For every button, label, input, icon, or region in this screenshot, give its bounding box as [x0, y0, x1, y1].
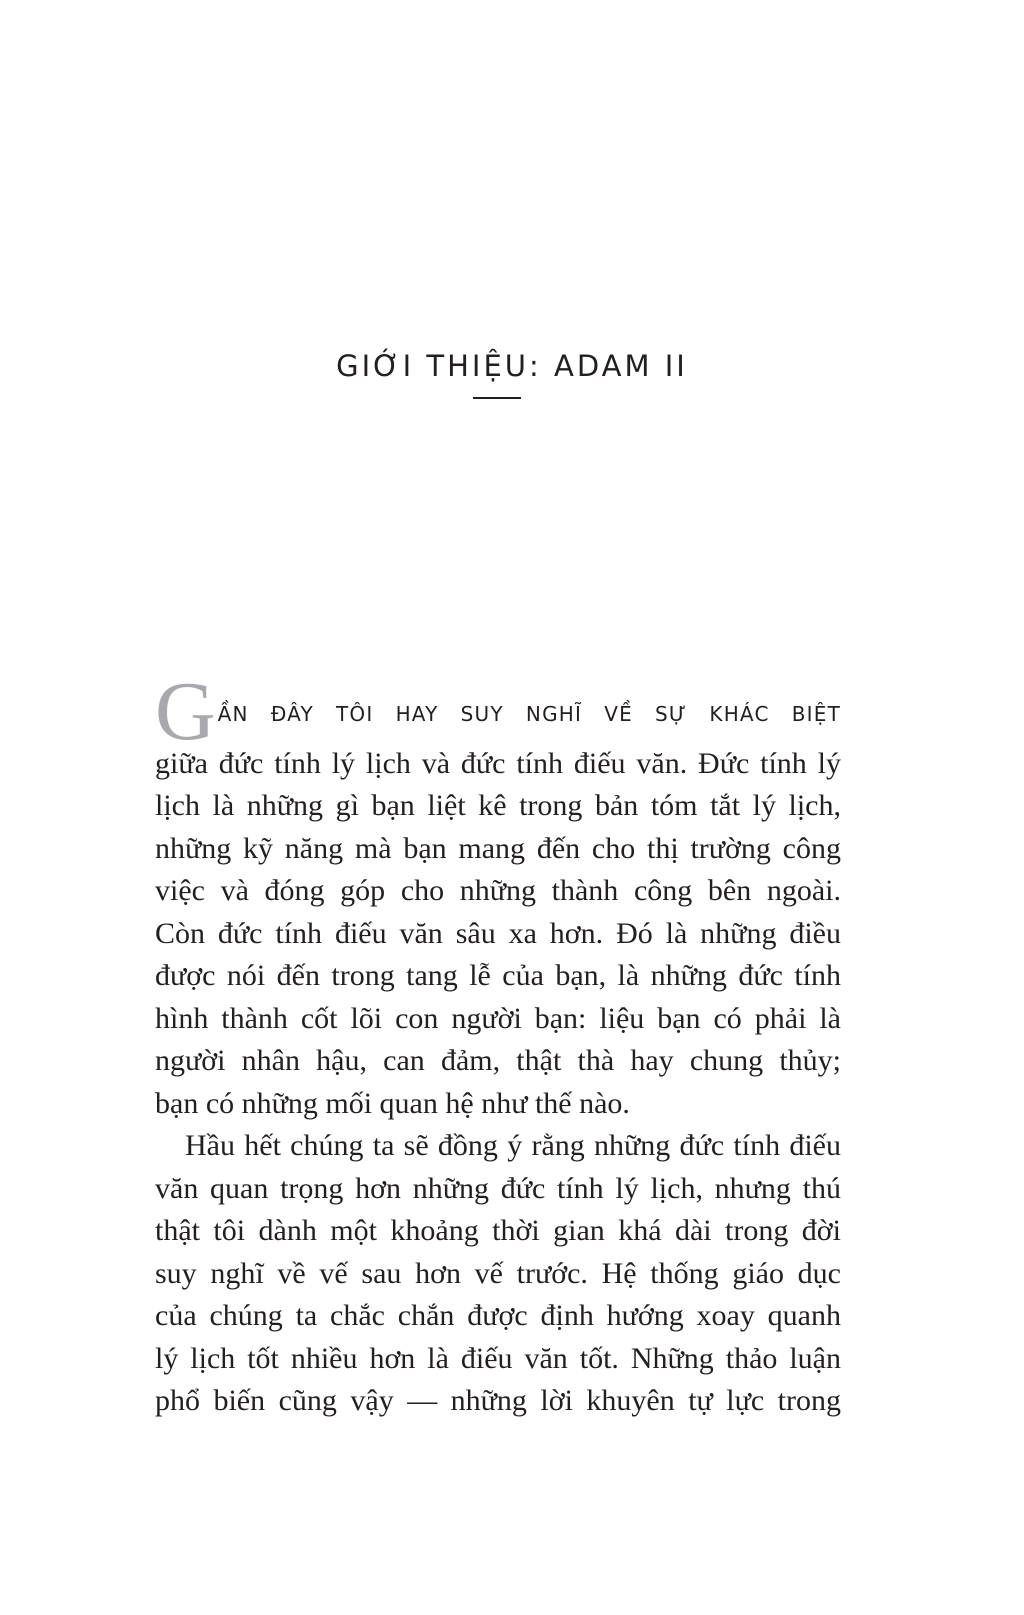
text-line: suy nghĩ về vế sau hơn vế trước. Hệ thống giáo dục — [155, 1256, 841, 1290]
text-line: bạn có những mối quan hệ như thế nào. — [155, 1086, 630, 1120]
text-line: văn quan trọng hơn những đức tính lý lịch, nhưng thú — [155, 1171, 841, 1205]
text-line: hình thành cốt lõi con người bạn: liệu bạn có phải là — [155, 1001, 841, 1035]
chapter-title: GIỚI THIỆU: ADAM II — [336, 349, 688, 383]
text-line: lịch là những gì bạn liệt kê trong bản tóm tắt lý lịch, — [155, 789, 841, 822]
paragraph-2 — [155, 1125, 841, 1423]
text-line: Còn đức tính điếu văn sâu xa hơn. Đó là những điều — [155, 916, 841, 950]
text-line: lý lịch tốt nhiều hơn là điếu văn tốt. Những thảo luận — [155, 1341, 841, 1375]
text-line: giữa đức tính lý lịch và đức tính điếu văn. Đức tính lý — [155, 746, 841, 780]
paragraph-1 — [155, 743, 841, 1126]
text-line: Hầu hết chúng ta sẽ đồng ý rằng những đức tính điếu — [185, 1129, 841, 1162]
paragraph-1-first-line — [155, 664, 841, 758]
text-line: phổ biến cũng vậy — những lời khuyên tự lực trong — [155, 1384, 841, 1417]
text-line: của chúng ta chắc chắn được định hướng xoay quanh — [155, 1299, 841, 1332]
title-underline-rule — [473, 397, 521, 399]
text-line: việc và đóng góp cho những thành công bên ngoài. — [155, 874, 841, 907]
body-text — [155, 664, 841, 1423]
text-line: người nhân hậu, can đảm, thật thà hay chung thủy; — [155, 1044, 841, 1077]
text-line: được nói đến trong tang lễ của bạn, là những đức tính — [155, 959, 841, 992]
text-line: những kỹ năng mà bạn mang đến cho thị trường công — [155, 831, 841, 865]
drop-cap: G — [155, 664, 216, 758]
opening-small-caps: ẦN ĐÂY TÔI HAY SUY NGHĨ VỀ SỰ KHÁC BIỆT — [217, 702, 841, 726]
text-line: thật tôi dành một khoảng thời gian khá dài trong đời — [155, 1214, 841, 1247]
